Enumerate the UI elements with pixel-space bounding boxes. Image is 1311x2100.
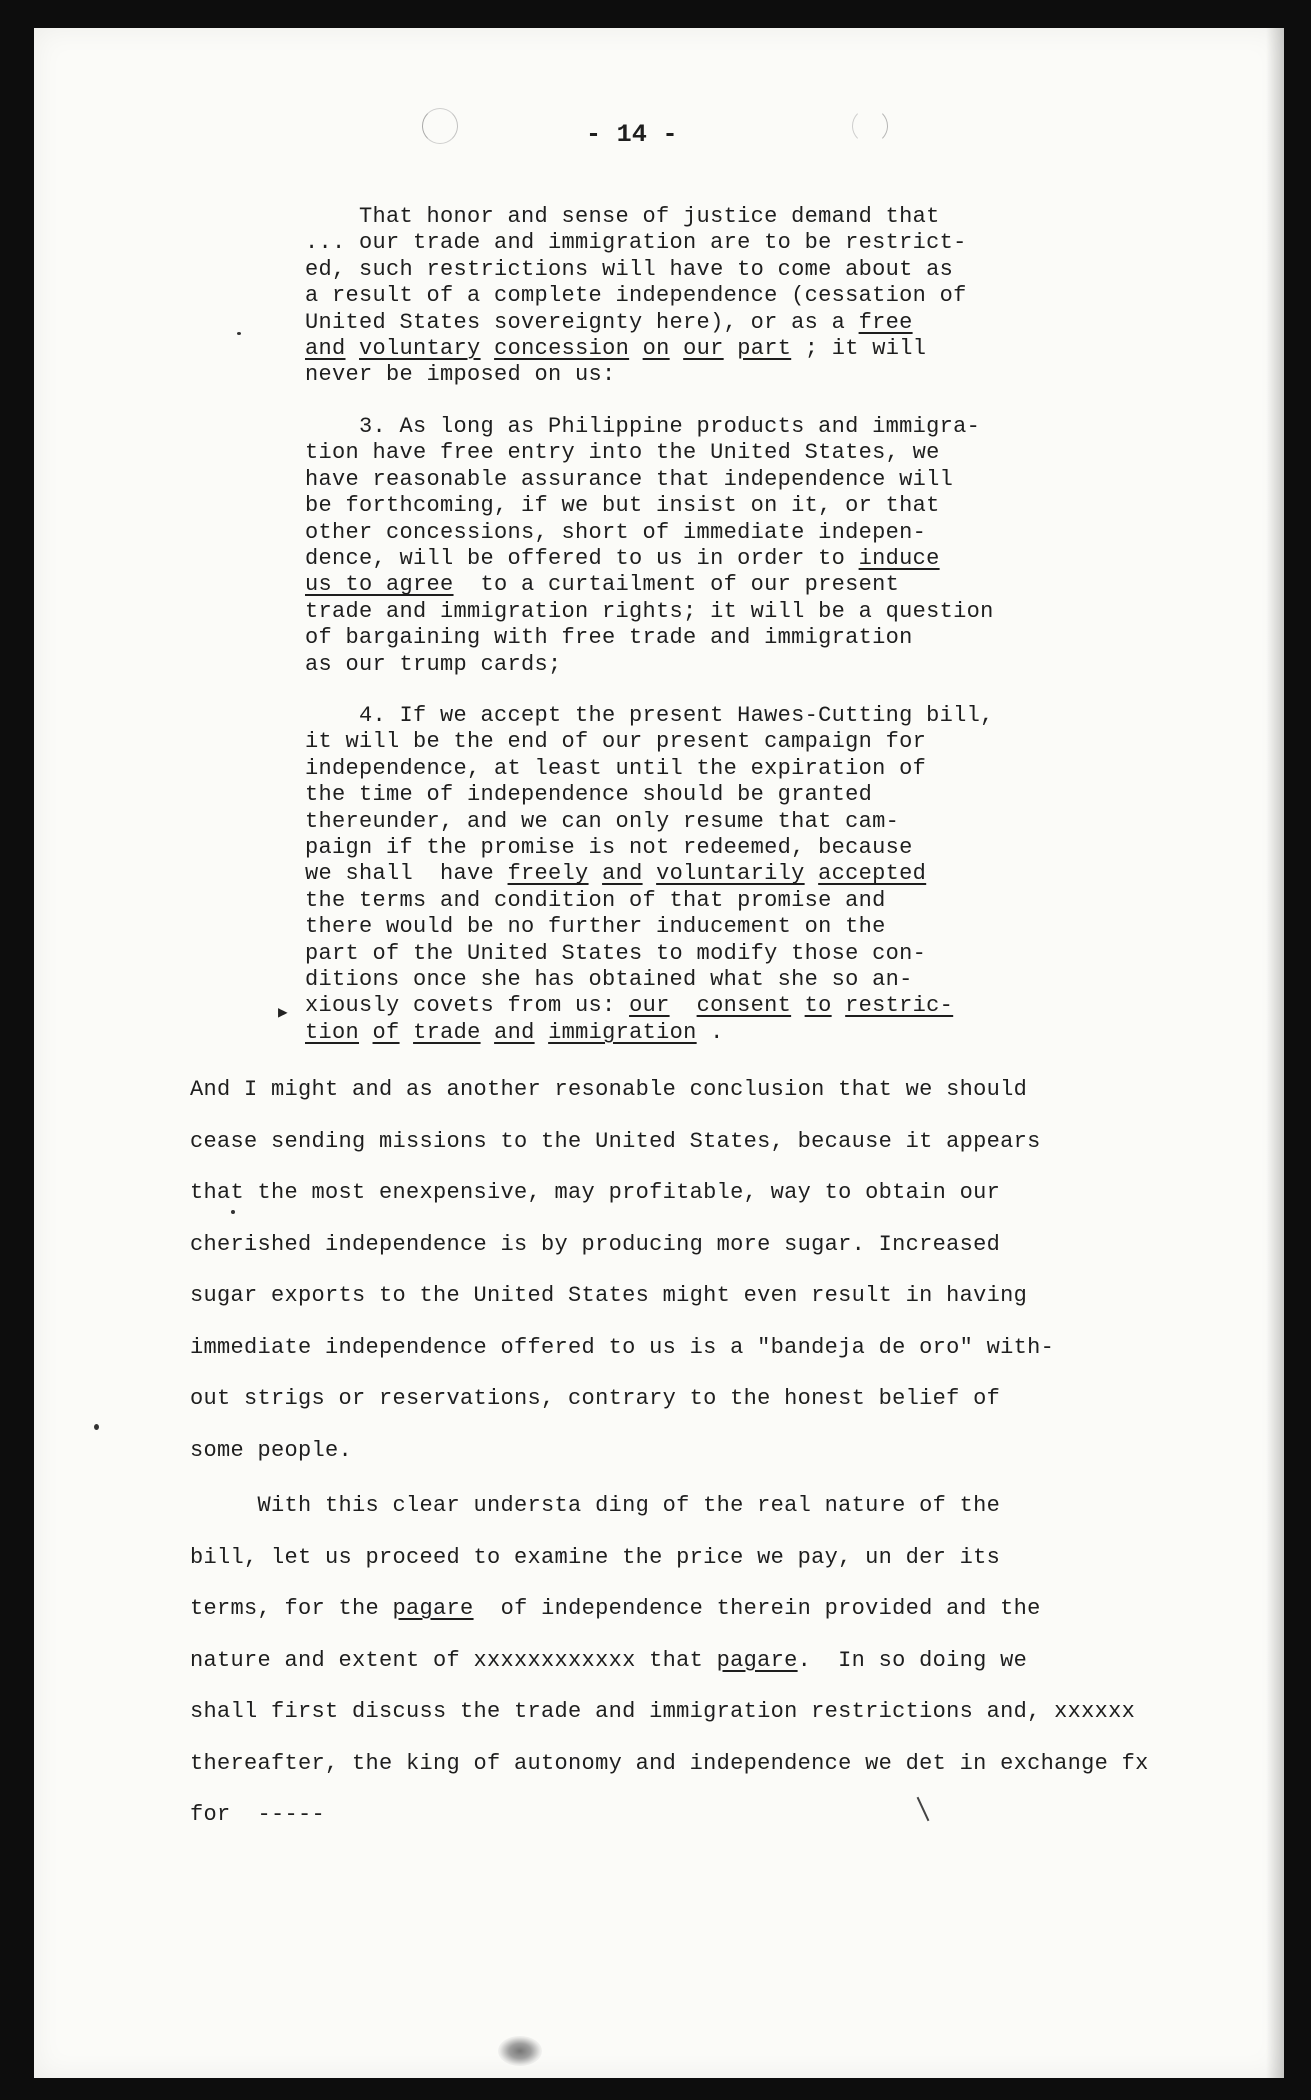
quote-line: thereunder, and we can only resume that cam- xyxy=(305,808,900,834)
body-line: immediate independence offered to us is a "bandeja de oro" with- xyxy=(190,1334,1055,1360)
underlined-phrase: restric- xyxy=(845,993,954,1019)
body-line xyxy=(190,1583,1250,1635)
body-paragraph-2 xyxy=(190,1480,1250,1841)
underlined-phrase: induce xyxy=(858,546,940,572)
quote-line-text: United States sovereignty here), or as a xyxy=(305,309,859,335)
quote-line-text: ; it will xyxy=(791,336,927,362)
quote-line: of bargaining with free trade and immigration xyxy=(305,625,913,651)
quote-line: paign if the promise is not redeemed, because xyxy=(305,835,913,861)
quote-line: 4. If we accept the present Hawes-Cutting bill, xyxy=(305,703,994,728)
quote-line: there would be no further inducement on the xyxy=(305,914,886,940)
quote-line: it will be the end of our present campaign for xyxy=(305,729,927,755)
quote-line: ... our trade and immigration are to be restrict- xyxy=(305,230,967,256)
body-line-text: . In so doing we xyxy=(797,1647,1028,1673)
quote-line xyxy=(305,861,1105,887)
body-line-text: terms, for the xyxy=(190,1596,393,1621)
quote-line: ditions once she has obtained what she so an- xyxy=(305,967,913,993)
body-line: for ----- xyxy=(190,1802,326,1827)
body-line: With this clear understa ding of the real nature of the xyxy=(190,1493,1001,1518)
quote-line xyxy=(305,546,1105,572)
underlined-phrase: tion xyxy=(305,1019,360,1045)
underlined-phrase: concession xyxy=(494,336,630,362)
quote-paragraph-1 xyxy=(305,204,1105,389)
quote-line-text xyxy=(670,993,697,1018)
underlined-phrase: immigration xyxy=(548,1019,697,1045)
quote-paragraph-2 xyxy=(305,414,1105,678)
quote-line: as our trump cards; xyxy=(305,651,562,677)
underlined-phrase: and xyxy=(305,336,346,362)
quote-line: That honor and sense of justice demand that xyxy=(305,204,940,229)
underlined-phrase: accepted xyxy=(818,861,927,887)
ink-smudge xyxy=(498,2036,542,2066)
body-line: cease sending missions to the United States, because it appears xyxy=(190,1128,1041,1154)
quote-line-text: xiously covets from us: xyxy=(305,993,630,1019)
quote-line-text: dence, will be offered to us in order to xyxy=(305,546,859,572)
underlined-phrase: pagare xyxy=(392,1596,474,1621)
underlined-phrase: freely xyxy=(507,861,589,887)
underlined-phrase: part xyxy=(737,336,792,362)
quote-line: a result of a complete independence (cessation of xyxy=(305,283,967,309)
quote-line: never be imposed on us: xyxy=(305,362,616,388)
body-line: out strigs or reservations, contrary to the honest belief of xyxy=(190,1386,1001,1411)
underlined-phrase: voluntary xyxy=(359,336,481,362)
quote-line: independence, at least until the expiration of xyxy=(305,755,927,781)
ink-speck xyxy=(231,1210,235,1214)
underlined-phrase: of xyxy=(372,1019,400,1045)
punch-hole-right xyxy=(852,108,888,144)
underlined-phrase: to xyxy=(804,993,832,1019)
quote-line: have reasonable assurance that independence will xyxy=(305,466,954,492)
page-number: - 14 - xyxy=(586,120,678,149)
quote-line: the terms and condition of that promise and xyxy=(305,887,886,913)
ink-speck xyxy=(237,332,241,335)
quote-line xyxy=(305,993,1105,1019)
body-line: thereafter, the king of autonomy and independence we det in exchange fx xyxy=(190,1750,1149,1776)
body-line: shall first discuss the trade and immigration restrictions and, xxxxxx xyxy=(190,1699,1136,1724)
ink-speck xyxy=(94,1424,99,1430)
body-line: sugar exports to the United States might even result in having xyxy=(190,1283,1028,1308)
body-line: cherished independence is by producing more sugar. Increased xyxy=(190,1231,1001,1257)
quote-line xyxy=(305,572,1105,598)
underlined-phrase: and xyxy=(602,861,643,887)
underlined-phrase: consent xyxy=(696,993,792,1019)
quote-line: 3. As long as Philippine products and immigra- xyxy=(305,414,981,439)
underlined-phrase: our xyxy=(629,993,670,1019)
margin-arrow-mark: ▶ xyxy=(278,1004,288,1022)
underlined-phrase: and xyxy=(494,1019,535,1045)
quote-line xyxy=(305,310,1105,336)
quote-line: trade and immigration rights; it will be a question xyxy=(305,598,994,624)
body-line: some people. xyxy=(190,1437,353,1463)
underlined-phrase: our xyxy=(683,336,724,362)
body-line: bill, let us proceed to examine the price we pay, un der its xyxy=(190,1544,1001,1570)
quote-line: other concessions, short of immediate indepen- xyxy=(305,519,927,545)
underlined-phrase: free xyxy=(858,309,913,335)
quote-line: be forthcoming, if we but insist on it, or that xyxy=(305,493,940,519)
quote-line-text: we shall have xyxy=(305,861,508,887)
body-line: And I might and as another resonable conclusion that we should xyxy=(190,1077,1028,1102)
paper-edge-shadow xyxy=(1266,28,1284,2078)
underlined-phrase: trade xyxy=(413,1019,481,1045)
underlined-phrase: pagare xyxy=(716,1647,798,1673)
quote-line: tion have free entry into the United States, we xyxy=(305,440,940,466)
body-line: that the most enexpensive, may profitable, way to obtain our xyxy=(190,1180,1001,1205)
quote-line: part of the United States to modify those con- xyxy=(305,940,927,966)
punch-hole-left xyxy=(422,108,458,144)
underlined-phrase: voluntarily xyxy=(656,861,805,887)
quote-line-text: . xyxy=(696,1019,724,1045)
quote-paragraph-3 xyxy=(305,703,1105,1046)
underlined-phrase: on xyxy=(642,336,670,362)
quote-line: ed, such restrictions will have to come about as xyxy=(305,256,954,282)
body-line xyxy=(190,1635,1250,1687)
quote-line xyxy=(305,336,1105,362)
underlined-phrase: us to agree xyxy=(305,572,454,598)
quote-line: the time of independence should be granted xyxy=(305,782,873,808)
body-paragraph-1 xyxy=(190,1064,1250,1476)
body-line-text: of independence therein provided and the xyxy=(473,1596,1041,1621)
quote-line xyxy=(305,1020,1105,1046)
body-line-text: nature and extent of xxxxxxxxxxxx that xyxy=(190,1647,717,1673)
quote-line-text: to a curtailment of our present xyxy=(453,572,900,598)
